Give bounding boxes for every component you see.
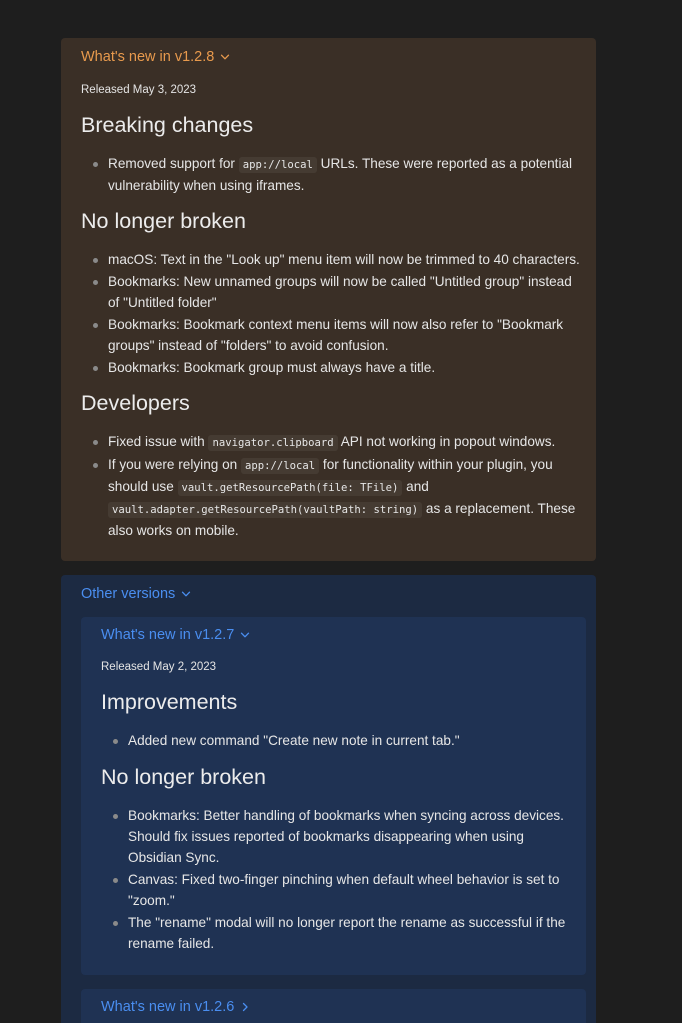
- callout-title-label: Other versions: [81, 586, 176, 602]
- chevron-down-icon: [220, 52, 230, 62]
- section-heading-no-longer-broken: No longer broken: [81, 209, 246, 233]
- release-date: Released May 2, 2023: [101, 661, 217, 673]
- list-item-text: as a replacement. These also works on mobile.: [108, 500, 576, 538]
- list-item-text: API not working in popout windows.: [337, 434, 556, 449]
- section-heading-breaking-changes: Breaking changes: [81, 113, 254, 137]
- chevron-down-icon: [181, 589, 191, 599]
- inline-code: vault.getResourcePath(file: TFile): [178, 480, 403, 496]
- list-item: [101, 731, 576, 752]
- list-item-text: If you were relying on: [108, 457, 241, 473]
- list-developers: [81, 432, 586, 543]
- list-item: [81, 432, 586, 454]
- callout-title-other-versions[interactable]: [81, 586, 191, 602]
- list-item-text: Canvas: Fixed two-finger pinching when default wheel behavior is set to "zoom.": [128, 871, 560, 908]
- callout-latest-version: [61, 38, 596, 561]
- chevron-right-icon: [240, 1002, 250, 1012]
- list-item-text: Bookmarks: Bookmark context menu items will now also refer to "Bookmark groups" instead of "folders" to avoid confusion.: [108, 317, 564, 353]
- callout-title-v128[interactable]: [81, 49, 230, 65]
- callout-v126: [81, 989, 586, 1023]
- list-item: [81, 315, 586, 357]
- chevron-down-icon: [240, 630, 250, 640]
- list-item: [101, 913, 576, 955]
- callout-title-label: What's new in v1.2.7: [101, 627, 235, 643]
- callout-other-versions: [61, 575, 596, 1023]
- list-item-text: and: [402, 478, 429, 494]
- list-item-text: Fixed issue with: [108, 434, 209, 449]
- list-item-text: Removed support for: [108, 156, 239, 171]
- inline-code: vault.adapter.getResourcePath(vaultPath: string): [108, 502, 422, 518]
- list-item-text: The "rename" modal will no longer report the rename as successful if the rename failed.: [128, 914, 566, 951]
- inline-code: app://local: [239, 157, 317, 173]
- section-heading-no-longer-broken: No longer broken: [101, 765, 266, 789]
- list-no-longer-broken: [81, 250, 586, 380]
- list-item-text: URLs. These were reported as a potential vulnerability when using iframes.: [108, 156, 573, 193]
- list-item-text: Bookmarks: New unnamed groups will now be called "Untitled group" instead of "Untitled folder": [108, 274, 572, 310]
- list-item: [101, 870, 576, 912]
- list-item-text: macOS: Text in the "Look up" menu item will now be trimmed to 40 characters.: [108, 252, 580, 267]
- list-item-text: for functionality within your plugin, you should use: [108, 457, 553, 494]
- callout-title-v126[interactable]: [101, 999, 250, 1015]
- callout-title-label: What's new in v1.2.6: [101, 999, 235, 1015]
- callout-title-label: What's new in v1.2.8: [81, 49, 215, 65]
- list-item: [81, 272, 586, 314]
- list-item: [101, 806, 576, 868]
- section-heading-developers: Developers: [81, 391, 190, 415]
- list-item-text: Added new command "Create new note in current tab.": [128, 733, 460, 748]
- callout-v127: [81, 617, 586, 975]
- list-breaking-changes: [81, 154, 586, 198]
- list-item: [81, 154, 586, 197]
- list-item: [81, 455, 586, 541]
- list-improvements: [101, 731, 576, 753]
- inline-code: navigator.clipboard: [208, 435, 337, 451]
- inline-code: app://local: [241, 458, 319, 474]
- list-item-text: Bookmarks: Better handling of bookmarks when syncing across devices. Should fix issues reported of bookmarks disappearing when using Obsidian Sync.: [128, 808, 564, 865]
- section-heading-improvements: Improvements: [101, 690, 238, 714]
- list-item-text: Bookmarks: Bookmark group must always have a title.: [108, 360, 436, 376]
- list-item: [81, 358, 586, 379]
- list-no-longer-broken: [101, 806, 576, 956]
- list-item: [81, 250, 586, 271]
- release-date: Released May 3, 2023: [81, 84, 197, 96]
- callout-title-v127[interactable]: [101, 627, 250, 643]
